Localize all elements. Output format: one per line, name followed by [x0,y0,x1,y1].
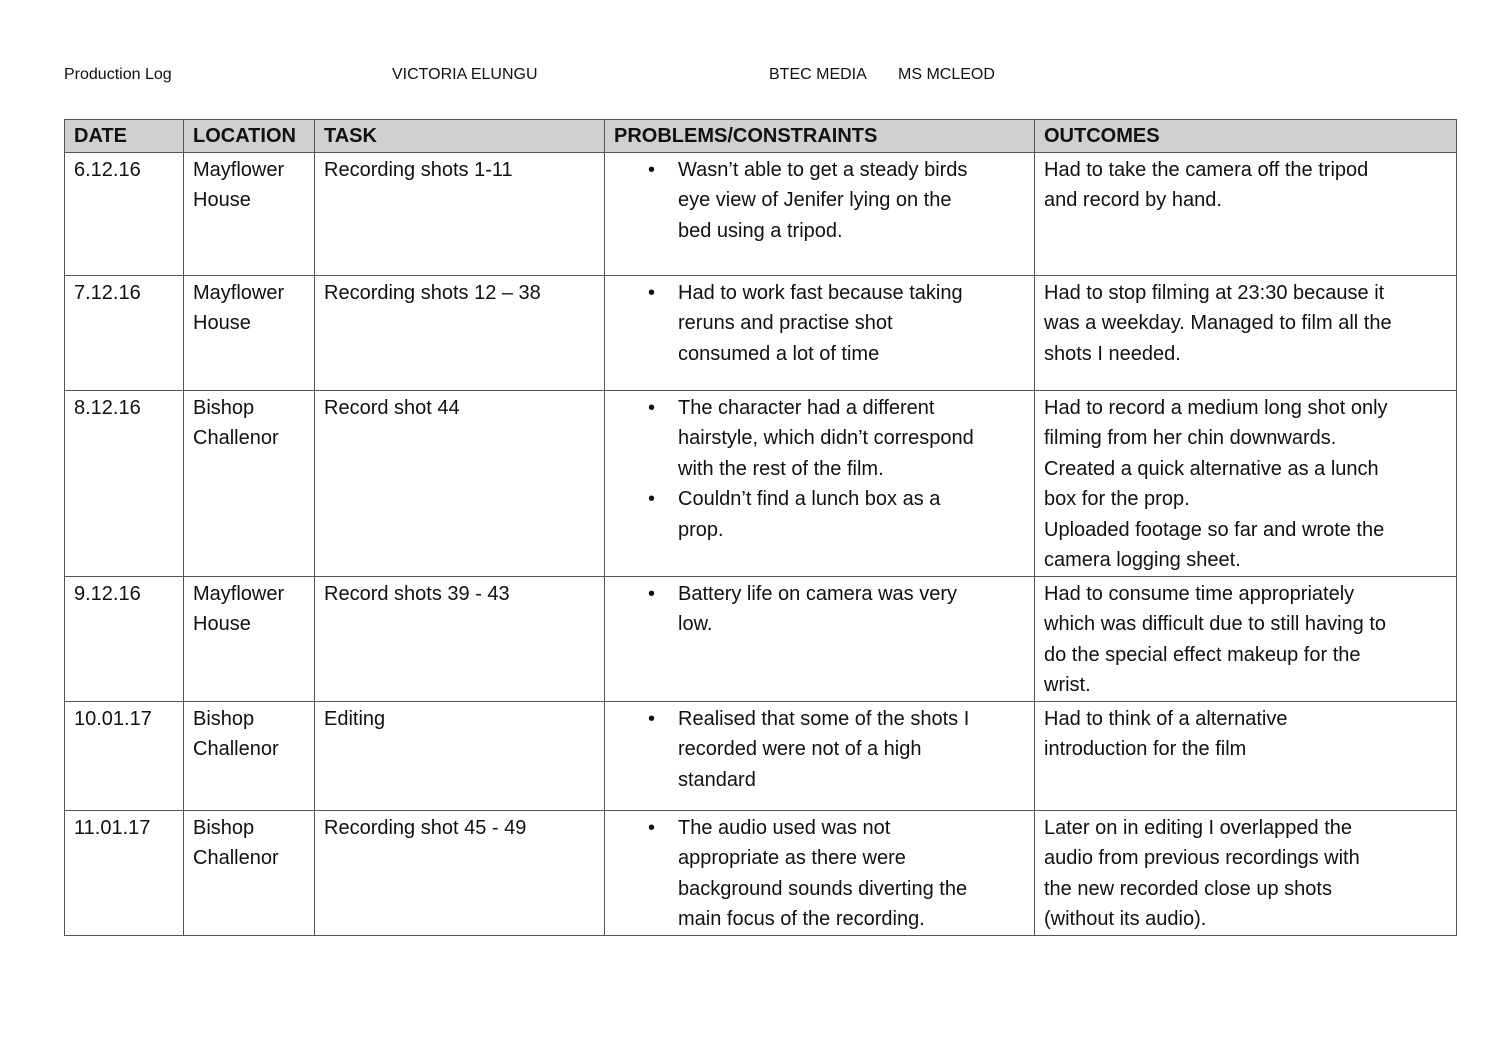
problem-bullet-item [648,484,1025,545]
problem-line: eye view of Jenifer lying on the [678,189,952,211]
problem-line: main focus of the recording. [678,908,925,930]
problem-line: Wasn’t able to get a steady birds [678,158,968,181]
outcomes-line: Later on in editing I overlapped the [1044,816,1352,839]
task-line: Record shot 44 [324,396,460,419]
date-cell [65,576,184,701]
column-header-problems: PROBLEMS/CONSTRAINTS [605,120,1035,153]
table-row [65,152,1457,275]
date-text: 10.01.17 [74,707,152,730]
outcomes-cell [1035,152,1457,275]
location-line: Challenor [193,847,279,869]
problem-bullet-item [648,393,1025,485]
problems-list [614,393,1025,546]
location-line: Bishop [193,396,255,419]
date-text: 11.01.17 [74,816,151,839]
problem-line: The audio used was not [678,816,891,839]
problems-list [614,704,1025,796]
date-cell [65,701,184,810]
outcomes-line: Had to take the camera off the tripod [1044,158,1369,181]
date-text: 6.12.16 [74,158,141,181]
location-line: Challenor [193,738,279,760]
outcomes-cell [1035,810,1457,935]
outcomes-line: Uploaded footage so far and wrote the [1044,518,1385,541]
problem-bullet-item [648,579,1025,640]
location-line: Bishop [193,816,255,839]
problem-line: The character had a different [678,396,935,419]
column-header-location: LOCATION [184,120,315,153]
problem-line: low. [678,613,713,635]
task-cell [315,152,605,275]
bullet-icon: • [648,158,656,181]
table-row [65,390,1457,576]
task-line: Record shots 39 - 43 [324,582,510,605]
location-line: House [193,189,251,211]
task-line: Recording shot 45 - 49 [324,816,527,839]
location-line: Mayflower [193,582,285,605]
table-row [65,576,1457,701]
outcomes-line: audio from previous recordings with [1044,847,1360,869]
problems-cell [605,810,1035,935]
outcomes-cell [1035,576,1457,701]
outcomes-line: and record by hand. [1044,189,1222,211]
column-header-date: DATE [65,120,184,153]
outcomes-line: wrist. [1044,674,1091,696]
table-row [65,701,1457,810]
bullet-icon: • [648,396,656,419]
problems-list [614,155,1025,247]
problem-line: prop. [678,518,724,541]
teacher-name: MS MCLEOD [898,66,995,83]
problems-cell [605,701,1035,810]
task-cell [315,390,605,576]
location-line: Challenor [193,427,279,449]
problems-list [614,579,1025,640]
problem-line: Realised that some of the shots I [678,707,970,730]
problem-line: appropriate as there were [678,847,906,869]
problems-cell [605,275,1035,390]
outcomes-line: Had to stop filming at 23:30 because it [1044,281,1385,304]
problem-line: recorded were not of a high [678,738,922,760]
problem-line: reruns and practise shot [678,312,893,334]
outcomes-line: Had to think of a alternative [1044,707,1288,730]
location-cell [184,810,315,935]
bullet-icon: • [648,707,656,730]
problem-line: background sounds diverting the [678,877,968,900]
task-line: Recording shots 1-11 [324,158,513,181]
column-header-task: TASK [315,120,605,153]
problem-bullet-item [648,813,1025,935]
problem-line: standard [678,768,756,791]
document-title: Production Log [64,66,172,83]
problem-line: hairstyle, which didn’t correspond [678,427,974,449]
date-text: 9.12.16 [74,582,141,605]
student-name: VICTORIA ELUNGU [392,66,538,83]
location-line: House [193,613,251,635]
outcomes-line: Had to record a medium long shot only [1044,396,1388,419]
problem-line: with the rest of the film. [678,457,884,480]
problems-cell [605,390,1035,576]
problem-line: bed using a tripod. [678,219,843,242]
table-row [65,810,1457,935]
problems-cell [605,152,1035,275]
location-line: Mayflower [193,158,285,181]
task-cell [315,576,605,701]
task-cell [315,275,605,390]
outcomes-line: (without its audio). [1044,908,1207,930]
task-line: Recording shots 12 – 38 [324,281,541,304]
date-cell [65,275,184,390]
problem-line: consumed a lot of time [678,342,880,365]
location-cell [184,390,315,576]
bullet-icon: • [648,488,656,510]
outcomes-cell [1035,701,1457,810]
problems-cell [605,576,1035,701]
outcomes-cell [1035,275,1457,390]
bullet-icon: • [648,281,656,304]
table-header-row [65,120,1457,153]
outcomes-line: box for the prop. [1044,488,1190,510]
date-cell [65,152,184,275]
location-line: Mayflower [193,281,285,304]
location-line: Bishop [193,707,255,730]
problem-line: Battery life on camera was very [678,582,957,605]
problem-line: Had to work fast because taking [678,281,963,304]
outcomes-line: Had to consume time appropriately [1044,582,1355,605]
date-text: 7.12.16 [74,281,141,304]
outcomes-line: which was difficult due to still having to [1044,613,1387,635]
problems-list [614,813,1025,935]
course-name: BTEC MEDIA [769,66,867,83]
date-cell [65,390,184,576]
production-log-table [64,119,1457,936]
problem-bullet-item [648,278,1025,370]
location-cell [184,152,315,275]
location-line: House [193,312,251,334]
date-text: 8.12.16 [74,396,141,419]
task-cell [315,810,605,935]
task-cell [315,701,605,810]
problem-bullet-item [648,704,1025,796]
table-row [65,275,1457,390]
outcomes-line: introduction for the film [1044,738,1247,760]
outcomes-line: was a weekday. Managed to film all the [1044,312,1392,334]
outcomes-line: shots I needed. [1044,342,1181,365]
location-cell [184,275,315,390]
location-cell [184,701,315,810]
outcomes-line: the new recorded close up shots [1044,877,1332,900]
outcomes-line: do the special effect makeup for the [1044,643,1361,666]
task-line: Editing [324,707,386,730]
bullet-icon: • [648,582,656,605]
location-cell [184,576,315,701]
column-header-outcomes: OUTCOMES [1035,120,1457,153]
bullet-icon: • [648,816,656,839]
outcomes-line: filming from her chin downwards. [1044,427,1337,449]
outcomes-line: Created a quick alternative as a lunch [1044,457,1379,480]
problems-list [614,278,1025,370]
outcomes-line: camera logging sheet. [1044,549,1241,571]
date-cell [65,810,184,935]
outcomes-cell [1035,390,1457,576]
problem-bullet-item [648,155,1025,247]
problem-line: Couldn’t find a lunch box as a [678,488,941,510]
